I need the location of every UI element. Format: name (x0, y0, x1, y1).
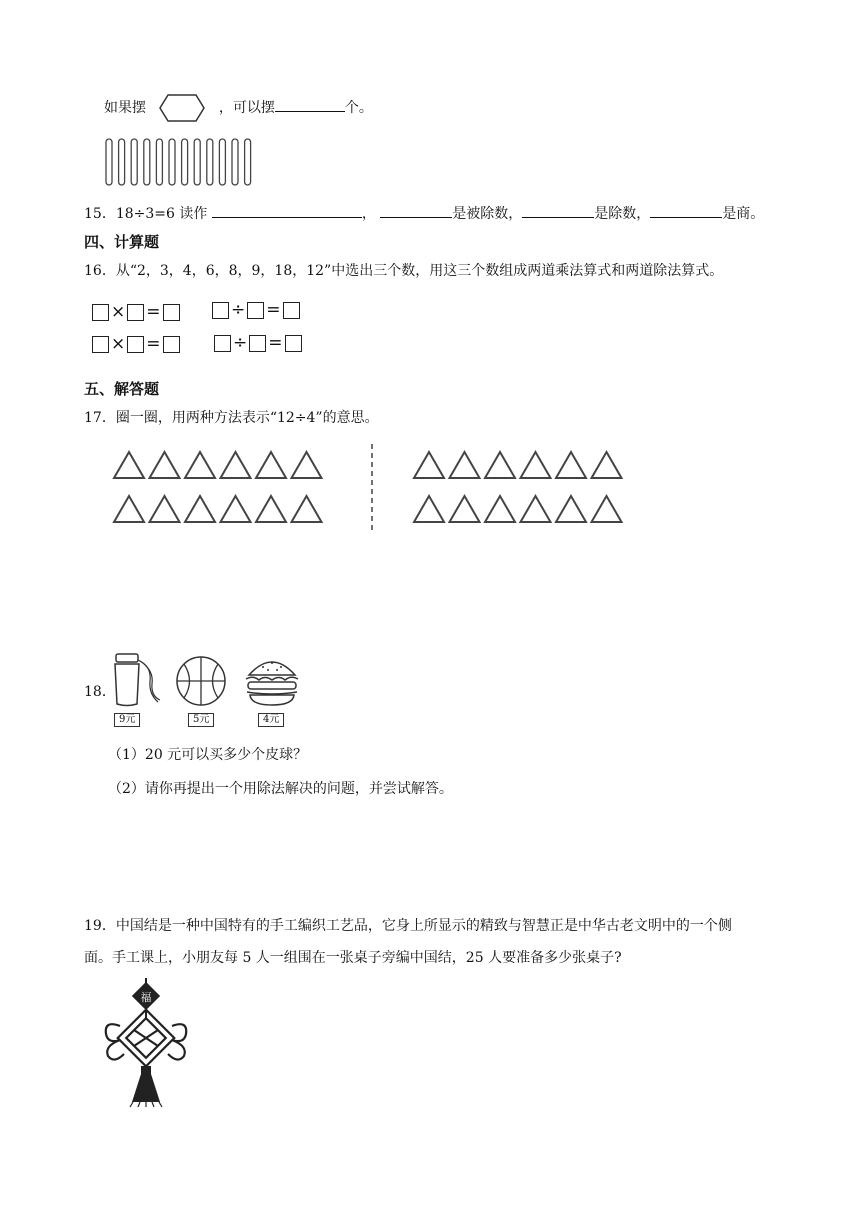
triangle-shape[interactable] (556, 452, 586, 478)
triangle-shape[interactable] (592, 452, 622, 478)
answer-box[interactable] (127, 304, 144, 321)
q19-line1 (84, 915, 732, 935)
triangle-shape[interactable] (485, 452, 515, 478)
triangle-group-right[interactable] (412, 450, 632, 530)
q16-line (84, 260, 723, 280)
q19-number: 19． (84, 918, 116, 934)
triangle-shape[interactable] (114, 452, 144, 478)
triangle-shape[interactable] (521, 496, 551, 522)
triangle-shape[interactable] (221, 452, 251, 478)
burger-icon (243, 655, 301, 707)
answer-box[interactable] (127, 336, 144, 353)
equation-div-2 (214, 333, 302, 353)
q15-line (84, 203, 764, 223)
q17-text: 圈一圈，用两种方法表示“12÷4”的意思。 (115, 410, 379, 426)
q18-sub2: （2）请你再提出一个用除法解决的问题，并尝试解答。 (108, 781, 453, 797)
triangle-shape[interactable] (556, 496, 586, 522)
triangle-shape[interactable] (150, 496, 180, 522)
triangle-shape[interactable] (592, 496, 622, 522)
equals-sign: = (266, 300, 281, 320)
triangle-shape[interactable] (521, 452, 551, 478)
q15-blank-dividend[interactable] (380, 203, 452, 218)
q19-text-2: 面。手工课上，小朋友每 5 人一组围在一张桌子旁编中国结，25 人要准备多少张桌子? (84, 950, 622, 966)
stick (169, 139, 175, 185)
triangle-shape[interactable] (256, 452, 286, 478)
triangle-shape[interactable] (185, 452, 215, 478)
stick (156, 139, 162, 185)
triangle-shape[interactable] (221, 496, 251, 522)
q14-suffix: 个。 (344, 100, 373, 116)
knot-character: 福 (140, 991, 152, 1004)
stick (194, 139, 200, 185)
stick (207, 139, 213, 185)
answer-box[interactable] (92, 304, 109, 321)
q15-t3: 是商。 (722, 206, 765, 222)
q17-number: 17． (84, 410, 116, 426)
answer-box[interactable] (247, 302, 264, 319)
answer-box[interactable] (249, 335, 266, 352)
answer-box[interactable] (214, 335, 231, 352)
triangle-shape[interactable] (414, 452, 444, 478)
hexagon-icon (158, 94, 206, 122)
equals-sign: = (268, 333, 283, 353)
q15-sep: ， (361, 206, 376, 222)
divide-sign: ÷ (233, 333, 248, 353)
stick (144, 139, 150, 185)
bottle-price-tag: 9元 (114, 713, 140, 727)
q16-number: 16． (84, 263, 116, 279)
q14-prefix: 如果摆 (104, 100, 146, 116)
stick (131, 139, 137, 185)
q14-blank[interactable] (275, 97, 345, 112)
sticks-illustration (104, 138, 264, 188)
triangle-shape[interactable] (292, 496, 322, 522)
stick (232, 139, 238, 185)
triangle-shape[interactable] (292, 452, 322, 478)
stick (182, 139, 188, 185)
basketball-price-tag: 5元 (188, 713, 214, 727)
section-4-title: 四、计算题 (84, 233, 160, 251)
q15-blank-divisor[interactable] (522, 203, 594, 218)
triangle-shape[interactable] (414, 496, 444, 522)
stick (119, 139, 125, 185)
triangle-shape[interactable] (450, 496, 480, 522)
equals-sign: = (146, 334, 161, 354)
dashed-divider (370, 444, 374, 534)
answer-box[interactable] (283, 302, 300, 319)
stick (106, 139, 112, 185)
q15-blank-quotient[interactable] (650, 203, 722, 218)
triangle-shape[interactable] (485, 496, 515, 522)
q15-t2: 是除数， (594, 206, 651, 222)
triangle-group-left[interactable] (112, 450, 332, 530)
equation-mult-2 (92, 334, 180, 354)
answer-box[interactable] (163, 336, 180, 353)
triangle-shape[interactable] (114, 496, 144, 522)
burger-price-tag: 4元 (258, 713, 284, 727)
answer-box[interactable] (212, 302, 229, 319)
triangle-shape[interactable] (256, 496, 286, 522)
q18-number: 18． (84, 684, 116, 700)
equals-sign: = (146, 302, 161, 322)
divide-sign: ÷ (231, 300, 246, 320)
triangle-shape[interactable] (450, 452, 480, 478)
q15-t1: 是被除数， (452, 206, 523, 222)
answer-box[interactable] (285, 335, 302, 352)
basketball-icon (175, 655, 227, 707)
section-5-title: 五、解答题 (84, 380, 160, 398)
equation-div-1 (212, 300, 300, 320)
answer-box[interactable] (92, 336, 109, 353)
q15-number: 15． (84, 206, 116, 222)
q14-middle: ，可以摆 (218, 100, 275, 116)
q16-text: 从“2，3，4，6，8，9，18，12”中选出三个数，用这三个数组成两道乘法算式和两道除法算式。 (115, 263, 724, 279)
answer-box[interactable] (163, 304, 180, 321)
stick (219, 139, 225, 185)
q17-line (84, 407, 379, 427)
chinese-knot-icon (100, 978, 192, 1108)
q19-text-1: 中国结是一种中国特有的手工编织工艺品，它身上所显示的精致与智慧正是中华古老文明中的一个侧 (115, 918, 732, 934)
times-sign: × (111, 334, 126, 354)
q15-expr: 18÷3=6 读作 (115, 206, 208, 222)
q14-line (104, 94, 373, 122)
times-sign: × (111, 302, 126, 322)
q18-sub1: （1）20 元可以买多少个皮球？ (108, 747, 308, 763)
triangle-shape[interactable] (185, 496, 215, 522)
triangle-shape[interactable] (150, 452, 180, 478)
equation-mult-1 (92, 302, 180, 322)
stick (245, 139, 251, 185)
bottle-icon (110, 652, 162, 708)
q15-blank-read[interactable] (212, 203, 362, 218)
